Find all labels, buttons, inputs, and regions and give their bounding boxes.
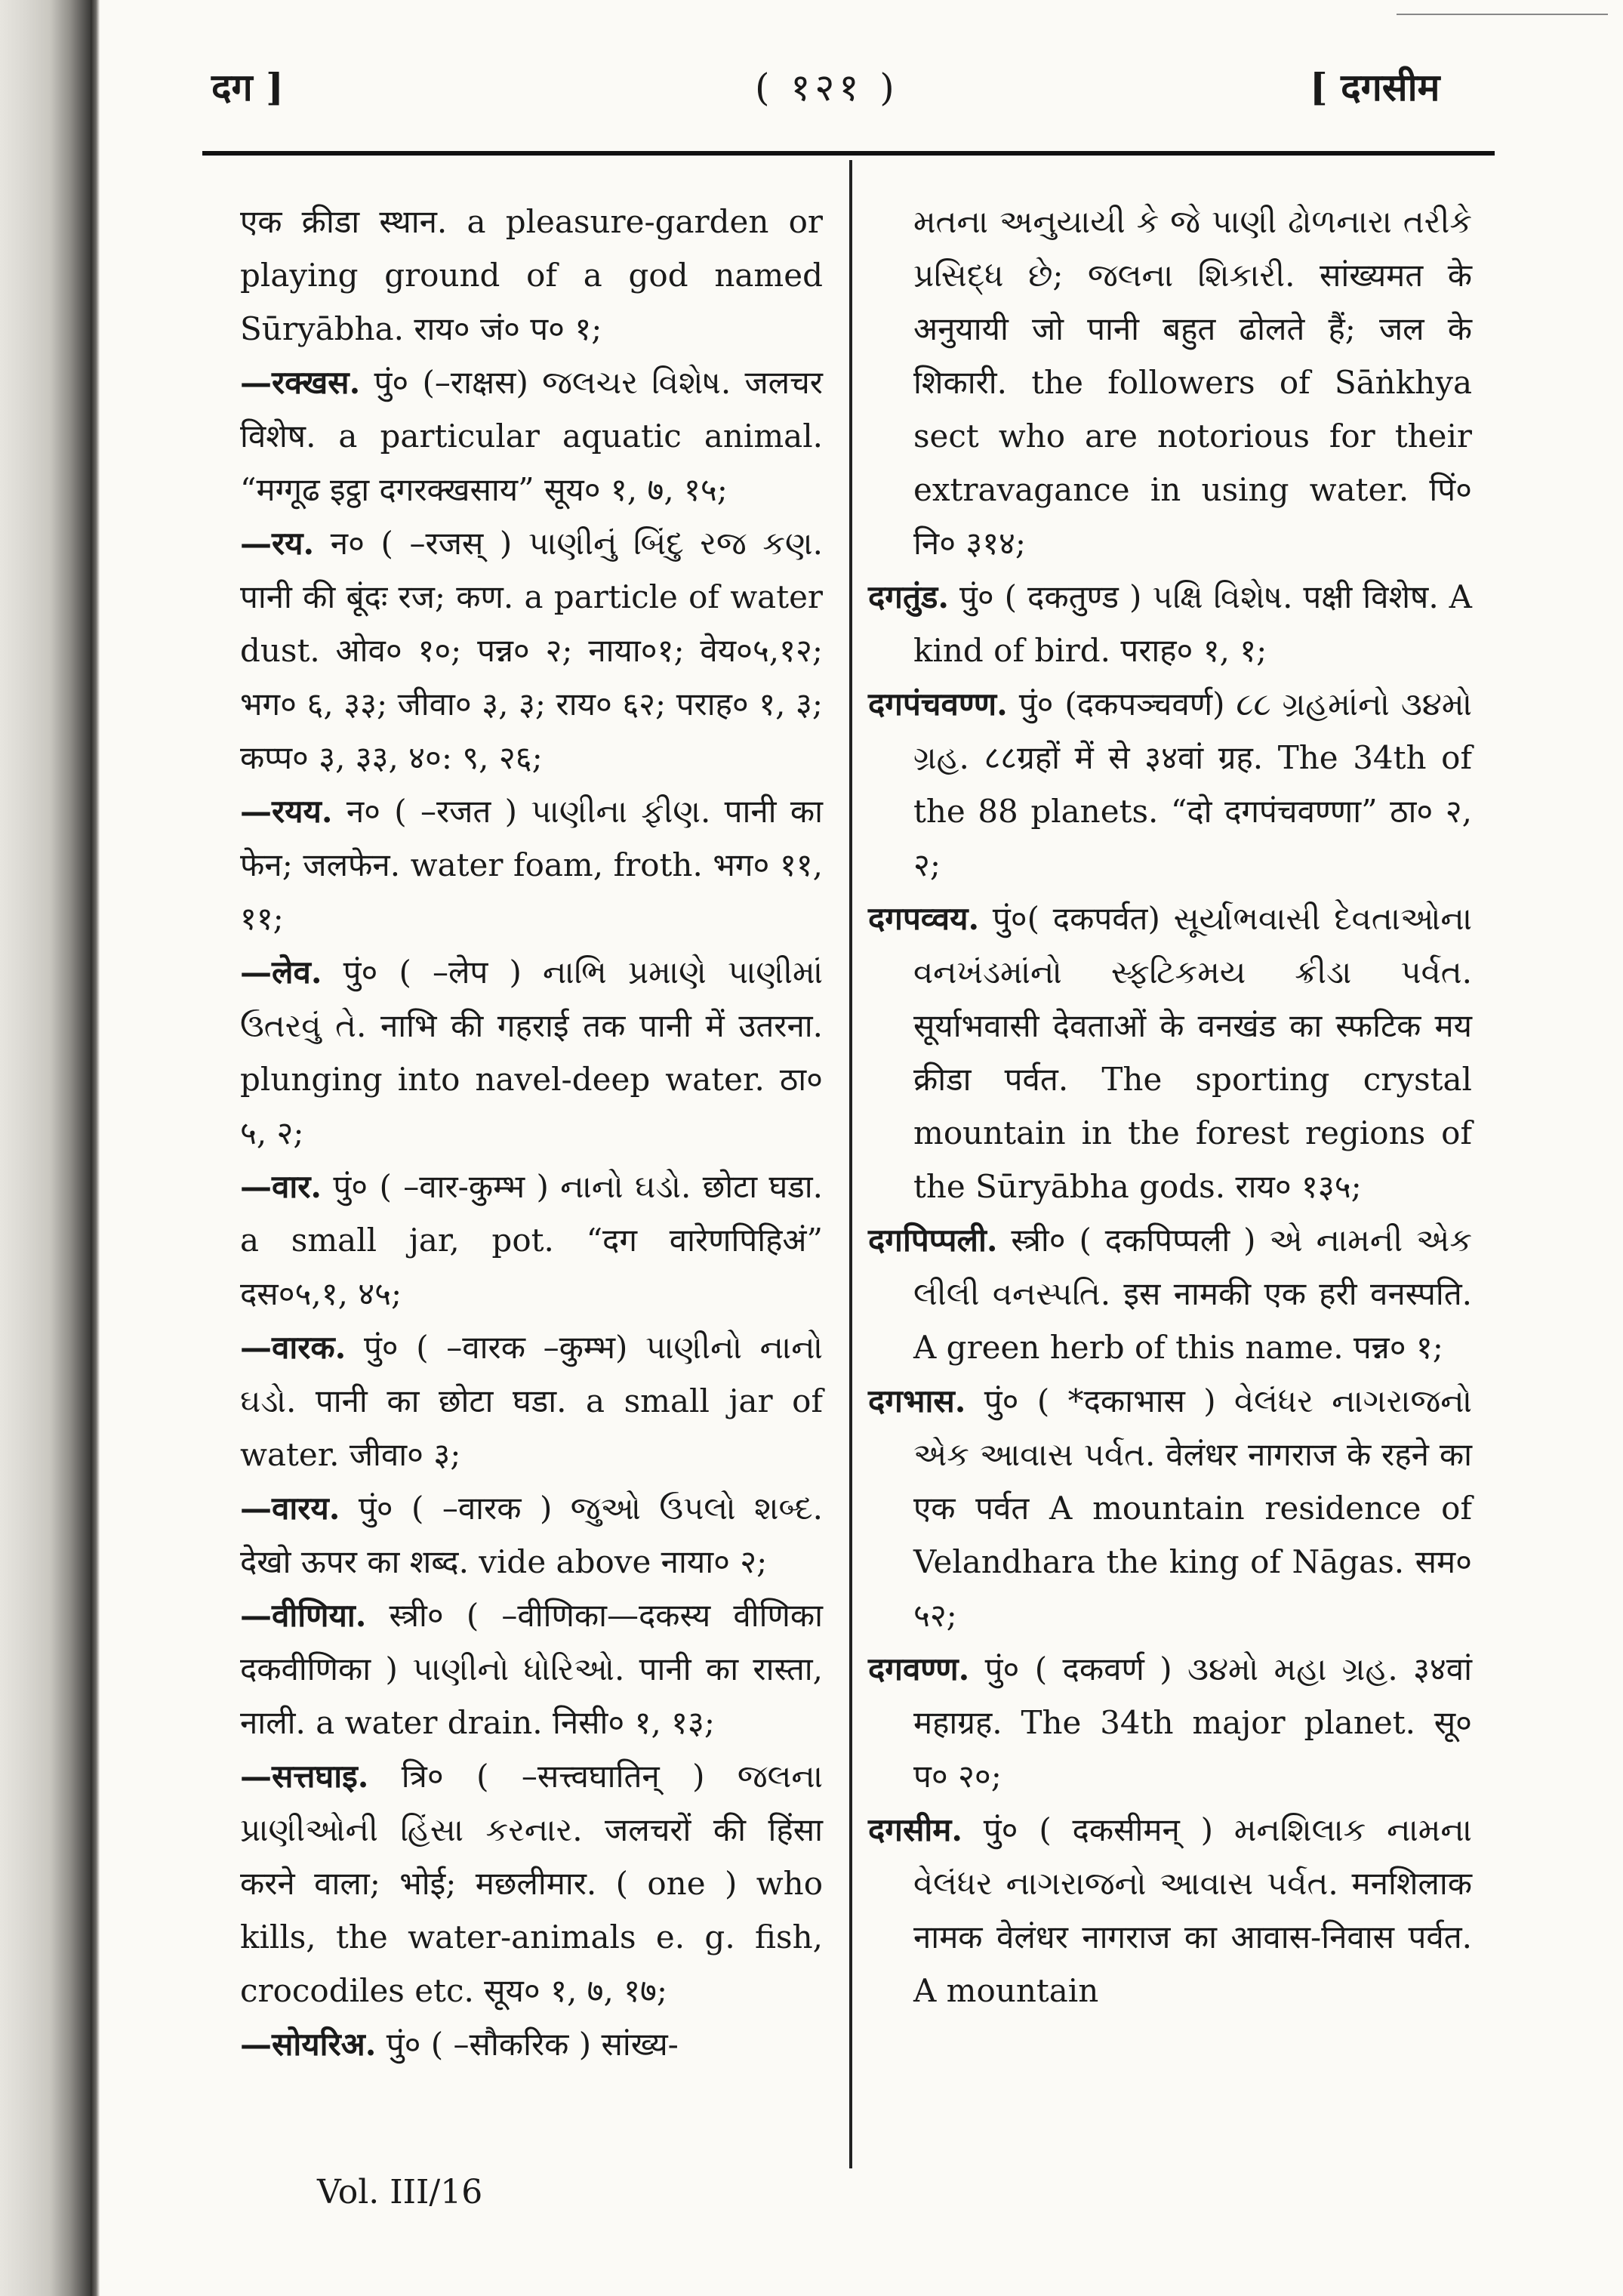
entry-text: त्रि० ( –सत्त्वघातिन् ) જલના પ્રાણીઓની હિંસા કરનાર. जलचरों की हिंसा करने वाला; भोई; मछलीमार. ( one ) who kills, the water-animals e. g. fish, crocodiles etc. सूय० १, ७, १७; — [240, 1758, 823, 2009]
dictionary-entry — [868, 195, 1472, 570]
right-column — [868, 195, 1472, 2017]
entry-text: पुं० (–राक्षस) જલચર વિશેષ. जलचर विशेष. a particular aquatic animal. “मग्गूढ इट्ठा दगरक्खसाय” सूय० १, ७, १५; — [240, 364, 823, 508]
entry-term: दगभास. — [868, 1382, 966, 1419]
entry-term: —वार. — [240, 1168, 322, 1205]
entry-text: एक क्रीडा स्थान. a pleasure-garden or playing ground of a god named Sūryābha. राय० जं० प० १; — [240, 203, 823, 347]
dictionary-entry — [868, 1213, 1472, 1374]
entry-term: —रक्खस. — [240, 364, 361, 401]
left-column — [240, 195, 823, 2071]
entry-text: મતના અનુયાયી કે જે પાણી ઢોળનારા તરીકે પ્રસિદ્ધ છે; જલના શિકારી. सांख्यमत के अनुयायी जो पानी बहुत ढोलते हैं; जल के शिकारी. the followers of Sāṅkhya sect who are notorious for their extravagance in using water. पिं० नि० ३१४; — [913, 203, 1472, 562]
entry-text: स्त्री० ( –वीणिका—दकस्य वीणिका दकवीणिका ) પાણીનો ધોરિઓ. पानी का रास्ता, नाली. a water drain. निसी० १, १३; — [240, 1597, 823, 1741]
entry-term: दगसीम. — [868, 1811, 962, 1848]
header-rule — [202, 151, 1495, 156]
entry-term: —वीणिया. — [240, 1597, 367, 1634]
dictionary-entry — [868, 677, 1472, 892]
entry-term: —वारय. — [240, 1490, 340, 1527]
entry-text: पुं० ( दकतुण्ड ) પક્ષિ વિશેષ. पक्षी विशेष. A kind of bird. पराह० १, १; — [913, 578, 1472, 669]
entry-text: पुं० ( *दकाभास ) વેલંધર નાગરાજનો એક આવાસ પર્વત. वेलंधर नागराज के रहने का एक पर्वत A mountain residence of Velandhara the king of Nāgas. सम० ५२; — [913, 1382, 1472, 1634]
dictionary-entry — [240, 356, 823, 516]
entry-term: —रय. — [240, 525, 315, 562]
entry-text: स्त्री० ( दकपिप्पली ) એ નામની એક લીલી વનસ્પતિ. इस नामकी एक हरी वनस्पति. A green herb of this name. पन्न० १; — [913, 1222, 1472, 1366]
entry-text: पुं० ( –वारक –कुम्भ) પાણીનો નાનો ઘડો. पानी का छोटा घडा. a small jar of water. जीवा० ३; — [240, 1329, 823, 1473]
entry-text: न० ( –रजस् ) પાણીનું બિંદુ રજ કણ. पानी की बूंदः रज; कण. a particle of water dust. ओव० १०; पन्न० २; नाया०१; वेय०५,१२; भग० ६, ३३; जीवा० ३, ३; राय० ६२; पराह० १, ३; कप्प० ३, ३३, ४०: ९, २६; — [240, 525, 823, 776]
dictionary-entry — [240, 1589, 823, 1749]
entry-term: —सोयरिअ. — [240, 2026, 377, 2063]
dictionary-entry — [240, 1160, 823, 1321]
entry-text: पुं० ( –वारक ) જુઓ ઉપલો શબ્દ. देखो ऊपर का शब्द. vide above नाया० २; — [240, 1490, 823, 1580]
dictionary-entry — [868, 892, 1472, 1213]
dictionary-entry — [868, 1374, 1472, 1642]
entry-text: न० ( –रजत ) પાણીના ફીણ. पानी का फेन; जलफेन. water foam, froth. भग० ११, ११; — [240, 793, 823, 937]
entry-text: पुं० ( –वार-कुम्भ ) નાનો ઘડો. छोटा घडा. a small jar, pot. “दग वारेणपिहिअं” दस०५,१, ४५; — [240, 1168, 823, 1312]
dictionary-entry — [240, 2017, 823, 2071]
dictionary-entry — [240, 195, 823, 356]
entry-term: दगतुंड. — [868, 578, 949, 615]
entry-text: पुं० ( दकवर्ण ) ૩૪મો મહા ગ્રહ. ३४वां महाग्रह. The 34th major planet. सू० प० २०; — [913, 1650, 1472, 1795]
entry-term: दगपिप्पली. — [868, 1222, 998, 1259]
entry-term: दगवण्ण. — [868, 1650, 970, 1687]
top-edge-mark — [1397, 14, 1608, 15]
entry-text: पुं० (दकपञ्चवर्ण) ૮૮ ગ્રહમાંનો ૩૪મો ગ્રહ. ८८ग्रहों में से ३४वां ग्रह. The 34th of the 88 planets. “दो दगपंचवण्णा” ठा० २, २; — [913, 686, 1472, 883]
entry-term: —वारक. — [240, 1329, 346, 1366]
book-binding-shadow — [0, 0, 91, 2296]
entry-term: दगपव्वय. — [868, 900, 980, 937]
dictionary-entry — [240, 516, 823, 784]
entry-text: पुं०( दकपर्वत) સૂર્યાભવાસી દેવતાઓના વનખંડમાંનો સ્ફટિકમય ક્રીડા પર્વત. सूर्याभवासी देवताओं के वनखंड का स्फटिक मय क्रीडा पर्वत. The sporting crystal mountain in the forest regions of the Sūryābha gods. राय० १३५; — [913, 900, 1472, 1205]
volume-signature: Vol. III/16 — [317, 2173, 483, 2211]
book-gutter-edge — [91, 0, 100, 2296]
dictionary-entry — [240, 945, 823, 1160]
page-number: ( १२१ ) — [755, 66, 899, 109]
entry-text: पुं० ( –लेप ) નાભિ પ્રમાણે પાણીમાં ઉતરવું તે. नाभि की गहराई तक पानी में उतरना. plunging into navel-deep water. ठा० ५, २; — [240, 954, 823, 1151]
dictionary-entry — [868, 1642, 1472, 1803]
entry-text: पुं० ( दकसीमन् ) મનશિલાક નામના વેલંધર નાગરાજનો આવાસ પર્વત. मनशिलाक नामक वेलंधर नागराज का आवास-निवास पर्वत. A mountain — [913, 1811, 1472, 2009]
dictionary-entry — [240, 784, 823, 945]
running-head-right: [ दगसीम — [1310, 65, 1440, 109]
dictionary-entry — [240, 1481, 823, 1589]
dictionary-entry — [868, 1803, 1472, 2017]
dictionary-entry — [240, 1749, 823, 2017]
column-divider — [849, 160, 852, 2168]
entry-term: —सत्तघाइ. — [240, 1758, 369, 1795]
running-head-left: दग ] — [211, 65, 284, 109]
entry-term: —लेव. — [240, 954, 322, 991]
entry-term: —रयय. — [240, 793, 333, 830]
dictionary-entry — [868, 570, 1472, 677]
entry-text: पुं० ( –सौकरिक ) सांख्य- — [386, 2026, 679, 2063]
dictionary-entry — [240, 1321, 823, 1481]
entry-term: दगपंचवण्ण. — [868, 686, 1008, 723]
